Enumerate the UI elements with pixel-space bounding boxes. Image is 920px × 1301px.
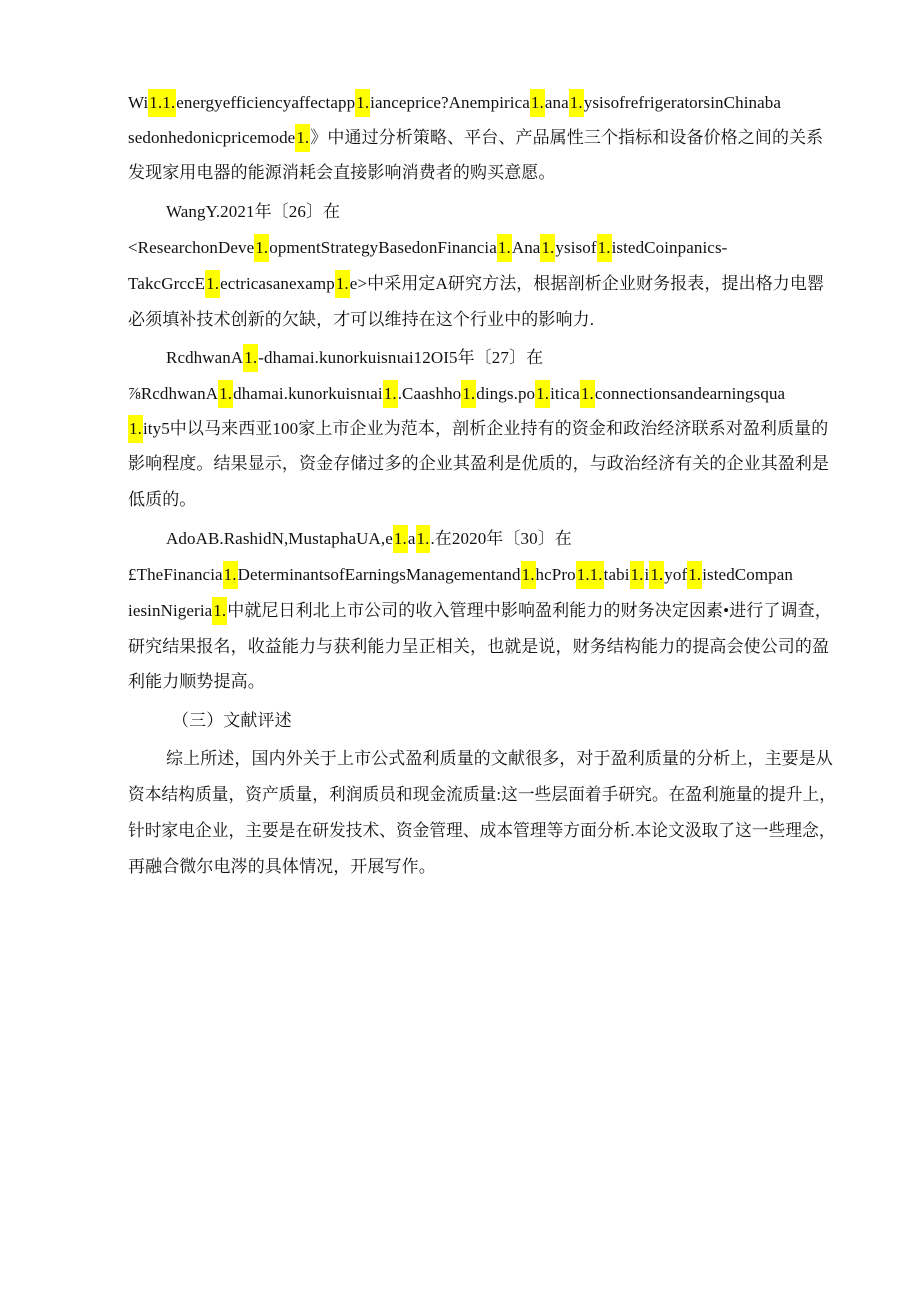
text-line bbox=[128, 233, 727, 263]
highlighted-text: 1.1. bbox=[148, 89, 176, 117]
text-run: tabi bbox=[603, 565, 630, 584]
text-run: RcdhwanA bbox=[166, 348, 244, 367]
highlighted-text: 1. bbox=[218, 380, 233, 408]
text-run: ity5中以马来西亚100家上市企业为范本，剖析企业持有的资金和政治经济联系对盈利质量的 bbox=[142, 419, 829, 438]
text-line bbox=[128, 852, 436, 882]
text-run: Ana bbox=[511, 238, 541, 257]
text-line bbox=[128, 780, 836, 810]
highlighted-text: 1. bbox=[461, 380, 476, 408]
text-line bbox=[128, 560, 793, 590]
text-run: dings.po bbox=[476, 384, 536, 403]
text-line bbox=[166, 197, 340, 227]
highlighted-text: 1. bbox=[540, 234, 555, 262]
text-run: 发现家用电器的能源消耗会直接影响消费者的购买意愿。 bbox=[128, 163, 556, 182]
text-line bbox=[128, 485, 196, 515]
text-line bbox=[128, 816, 836, 846]
text-line bbox=[128, 379, 785, 409]
text-run: ysisof bbox=[555, 238, 597, 257]
highlighted-text: 1. bbox=[295, 124, 310, 152]
highlighted-text: 1. bbox=[383, 380, 398, 408]
text-run: DeterminantsofEarningsManagementand bbox=[237, 565, 521, 584]
text-line bbox=[128, 123, 823, 153]
text-run: 中就尼日利北上市公司的收入管理中影响盈利能力的财务决定因素•进行了调查， bbox=[227, 601, 832, 620]
text-run: i bbox=[644, 565, 650, 584]
text-line bbox=[166, 343, 543, 373]
text-line bbox=[172, 706, 292, 736]
highlighted-text: 1. bbox=[355, 89, 370, 117]
text-run: energyefficiencyaffectapp bbox=[176, 93, 356, 112]
text-run: 研究结果报名，收益能力与获利能力呈正相关，也就是说，财务结构能力的提高会使公司的盈 bbox=[128, 637, 830, 656]
text-line bbox=[128, 269, 824, 299]
text-line bbox=[128, 632, 829, 662]
text-run: WangY.2021年〔26〕在 bbox=[166, 202, 341, 221]
highlighted-text: 1. bbox=[687, 561, 702, 589]
text-run: AdoAB.RashidN,MustaphaUA,e bbox=[166, 529, 393, 548]
highlighted-text: 1. bbox=[497, 234, 512, 262]
highlighted-text: 1. bbox=[649, 561, 664, 589]
text-run: connectionsandearningsqua bbox=[594, 384, 786, 403]
text-run: （三）文献评述 bbox=[172, 711, 292, 730]
text-run: 》中通过分析策略、平台、产品属性三个指标和设备价格之间的关系 bbox=[310, 128, 824, 147]
text-line bbox=[128, 305, 594, 335]
text-run: 综上所述，国内外关于上市公式盈利质量的文献很多，对于盈利质量的分析上，主要是从 bbox=[166, 749, 833, 768]
text-line bbox=[128, 158, 556, 188]
text-run: ana bbox=[544, 93, 569, 112]
highlighted-text: 1. bbox=[335, 270, 350, 298]
highlighted-text: 1. bbox=[530, 89, 545, 117]
highlighted-text: 1. bbox=[393, 525, 408, 553]
text-run: e>中采用定A研究方法，根据剖析企业财务报表，提出格力电罂 bbox=[349, 274, 825, 293]
text-run: istedCompan bbox=[702, 565, 794, 584]
text-run: .Caashho bbox=[397, 384, 462, 403]
text-run: iancepric​e?Anempirica bbox=[370, 93, 530, 112]
highlighted-text: 1. bbox=[212, 597, 227, 625]
text-run: 利能力顺势提高。 bbox=[128, 672, 265, 691]
text-line bbox=[128, 88, 781, 118]
text-run: ⅞RcdhwanA bbox=[128, 384, 219, 403]
highlighted-text: 1. bbox=[205, 270, 220, 298]
text-line bbox=[128, 596, 832, 626]
text-run: iesinNigeria bbox=[128, 601, 213, 620]
text-run: opmentStrategyBasedonFinancia bbox=[269, 238, 497, 257]
highlighted-text: 1. bbox=[535, 380, 550, 408]
highlighted-text: 1. bbox=[569, 89, 584, 117]
text-run: 再融合微尔电涔的具体情况，开展写作。 bbox=[128, 857, 436, 876]
text-run: a bbox=[407, 529, 416, 548]
text-line bbox=[128, 667, 265, 697]
highlighted-text: 1.1. bbox=[576, 561, 604, 589]
text-run: itica bbox=[550, 384, 580, 403]
text-run: .在2020年〔30〕在 bbox=[430, 529, 572, 548]
text-run: 针时家电企业，主要是在研发技术、资金管理、成本管理等方面分析.本论文汲取了这一些理念， bbox=[128, 821, 836, 840]
highlighted-text: 1. bbox=[597, 234, 612, 262]
text-line bbox=[128, 449, 829, 479]
text-run: £TheFinancia bbox=[128, 565, 223, 584]
text-run: yof bbox=[664, 565, 688, 584]
text-run: 影响程度。结果显示，资金存储过多的企业其盈利是优质的，与政治经济有关的企业其盈利是 bbox=[128, 454, 830, 473]
highlighted-text: 1. bbox=[416, 525, 431, 553]
highlighted-text: 1. bbox=[128, 415, 143, 443]
text-run: -dhamai.kunorkuisnιai12OI5年〔27〕在 bbox=[258, 348, 544, 367]
text-run: <ResearchonDeve bbox=[128, 238, 255, 257]
highlighted-text: 1. bbox=[580, 380, 595, 408]
text-run: TakcGrccE bbox=[128, 274, 206, 293]
highlighted-text: 1. bbox=[243, 344, 258, 372]
text-run: 低质的。 bbox=[128, 490, 197, 509]
text-run: 资本结构质量，资产质量，利润质员和现金流质量:这一些层面着手研究。在盈利施量的提升上， bbox=[128, 785, 837, 804]
text-run: ysisofrefrigeratorsinChinaba bbox=[583, 93, 782, 112]
text-line bbox=[166, 744, 833, 774]
text-line bbox=[166, 524, 572, 554]
highlighted-text: 1. bbox=[630, 561, 645, 589]
highlighted-text: 1. bbox=[223, 561, 238, 589]
highlighted-text: 1. bbox=[521, 561, 536, 589]
text-run: ectricasanexamp bbox=[220, 274, 335, 293]
text-run: Wi bbox=[128, 93, 149, 112]
text-run: 必须填补技术创新的欠缺，才可以维持在这个行业中的影响力. bbox=[128, 310, 595, 329]
highlighted-text: 1. bbox=[254, 234, 269, 262]
text-run: dhamai.kunorkuisnιai bbox=[233, 384, 383, 403]
text-line bbox=[128, 414, 828, 444]
text-run: hcPro bbox=[535, 565, 576, 584]
text-run: istedCoinpanics- bbox=[611, 238, 728, 257]
text-run: sedonhedonicpricemode bbox=[128, 128, 296, 147]
